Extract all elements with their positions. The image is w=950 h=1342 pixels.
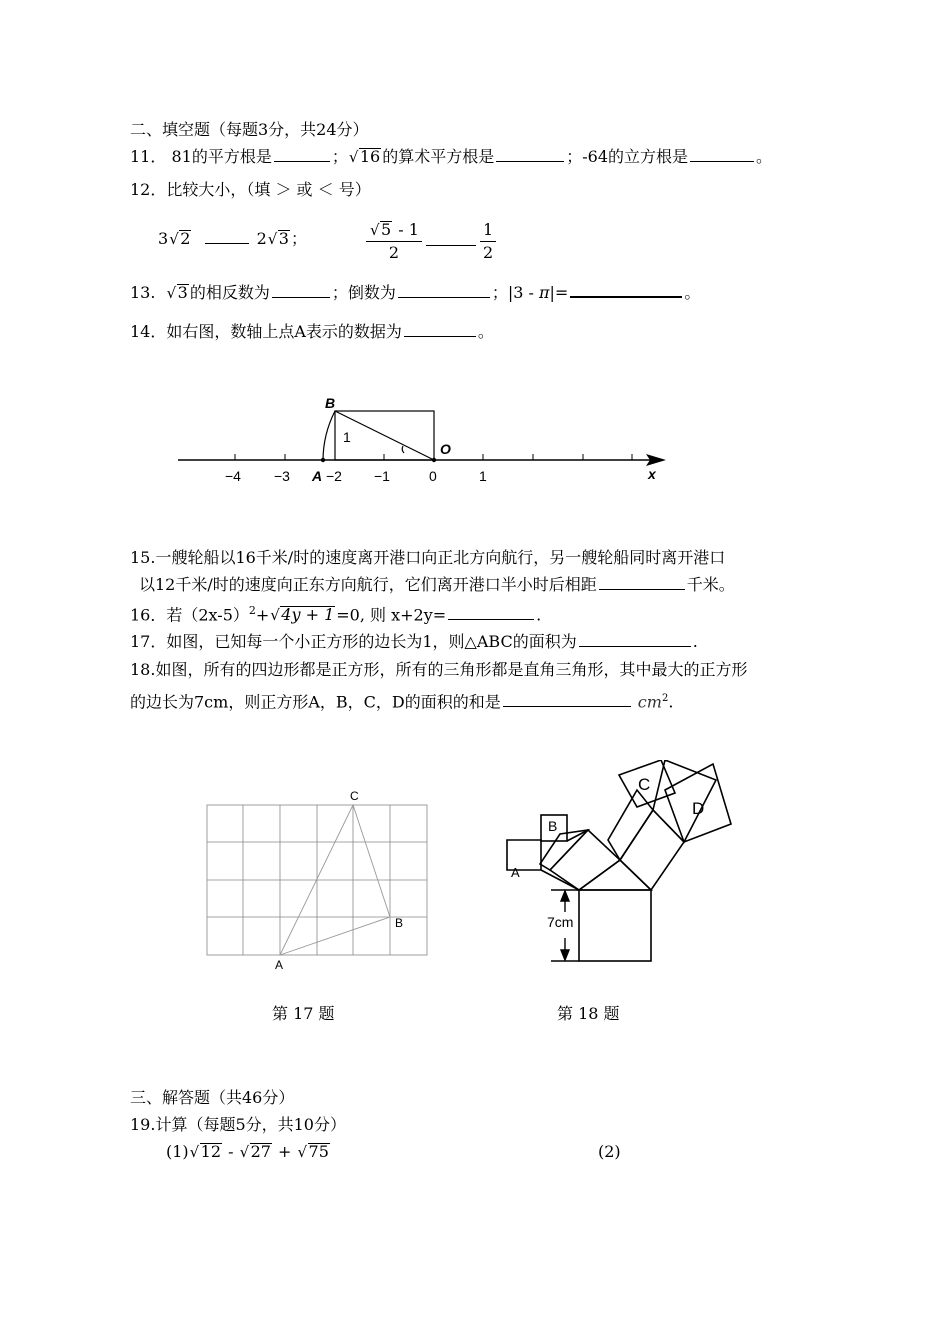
fig18-label-c: C bbox=[638, 775, 651, 794]
label-x: x bbox=[648, 466, 656, 482]
tick-label: −3 bbox=[274, 468, 290, 484]
question-18-line-2 bbox=[130, 688, 673, 713]
q19-minus: - bbox=[223, 1142, 239, 1161]
tick-label: 1 bbox=[479, 468, 487, 484]
question-18-line-1: 18.如图，所有的四边形都是正方形，所有的三角形都是直角三角形，其中最大的正方形 bbox=[130, 660, 748, 679]
question-17 bbox=[130, 631, 698, 653]
question-11: 11． 81的平方根是 ； √ 16 的算术平方根是 ；-64的立方根是 。 bbox=[130, 147, 773, 166]
question-19-part-2-label: (2) bbox=[598, 1142, 621, 1161]
q12-blank-2[interactable] bbox=[426, 230, 476, 246]
q18-text: 的边长为7cm，则正方形A，B，C，D的面积的和是 bbox=[130, 692, 501, 712]
q16-plus: + bbox=[255, 605, 270, 625]
q13-number: 13. bbox=[130, 283, 156, 302]
q13-blank-1[interactable] bbox=[272, 282, 330, 298]
q19-part-1-label: (1) bbox=[166, 1142, 189, 1161]
q15-text: 以12千米/时的速度向正东方向航行，它们离开港口半小时后相距 bbox=[139, 575, 597, 594]
angle-mark bbox=[402, 446, 404, 453]
question-19-title: 19.计算（每题5分，共10分） bbox=[130, 1115, 346, 1134]
fig17-label-c: C bbox=[350, 789, 359, 803]
q19-rad-3: 75 bbox=[308, 1142, 329, 1161]
q19-rad-2: 27 bbox=[250, 1142, 271, 1161]
q12-blank-1[interactable] bbox=[205, 228, 249, 244]
q11-blank-2[interactable] bbox=[496, 146, 564, 162]
q11-blank-1[interactable] bbox=[274, 146, 330, 162]
upper-left-region bbox=[608, 790, 653, 860]
q19-rad-1: 12 bbox=[200, 1142, 222, 1161]
question-13 bbox=[130, 281, 700, 304]
q12-semicolon: ； bbox=[290, 229, 307, 248]
tick-label: 0 bbox=[429, 468, 437, 484]
q13-text-d: |= bbox=[549, 283, 569, 302]
q18-unit-sup: 2 bbox=[661, 693, 669, 704]
label-height: 1 bbox=[343, 429, 351, 445]
q11-sqrt: √ 16 bbox=[348, 147, 381, 166]
q13-text-a: 的相反数为 bbox=[189, 283, 270, 302]
label-o: O bbox=[440, 441, 451, 457]
fig18-label-d: D bbox=[692, 799, 705, 818]
q16-text-b: =0, 则 x+2y= bbox=[336, 605, 447, 625]
q16-end: . bbox=[536, 605, 542, 625]
q16-superscript: 2 bbox=[248, 604, 256, 617]
q13-text-b: ；倒数为 bbox=[331, 283, 396, 302]
tick-label: −2 bbox=[326, 468, 342, 484]
q11-text-a: 81的平方根是 bbox=[171, 147, 272, 166]
question-15-line-1: 15.一艘轮船以16千米/时的速度离开港口向正北方向航行，另一艘轮船同时离开港口 bbox=[130, 548, 726, 567]
q13-text-c: ；|3 - bbox=[491, 283, 539, 302]
q17-blank[interactable] bbox=[579, 631, 691, 647]
q11-number: 11． bbox=[130, 147, 167, 166]
q13-sqrt: √ 3 bbox=[166, 283, 188, 302]
q11-text-b: 的算术平方根是 bbox=[382, 147, 495, 166]
label-b: B bbox=[325, 395, 336, 411]
label-a: A bbox=[312, 468, 323, 484]
q12-left-coef: 3 bbox=[158, 229, 169, 248]
q16-blank[interactable] bbox=[448, 604, 534, 620]
q12-compare-2 bbox=[362, 219, 500, 264]
point-a-dot bbox=[321, 458, 325, 462]
small-triangle-left bbox=[540, 830, 588, 870]
q14-end: 。 bbox=[477, 322, 494, 341]
section-3-title: 三、解答题（共46分） bbox=[130, 1088, 295, 1107]
q18-end: . bbox=[668, 692, 674, 712]
tick-label: −4 bbox=[225, 468, 241, 484]
fig18-label-b: B bbox=[548, 818, 558, 834]
section-2-title: 二、填空题（每题3分，共24分） bbox=[130, 120, 369, 139]
question-14 bbox=[130, 321, 494, 343]
q12-fraction-1: √ 5 - 1 2 bbox=[366, 219, 422, 264]
q11-end: 。 bbox=[756, 147, 773, 166]
question-16 bbox=[130, 600, 541, 626]
q16-text-a: 16．若（2x-5） bbox=[130, 605, 249, 625]
q19-plus: + bbox=[272, 1142, 297, 1161]
q13-end: 。 bbox=[684, 283, 701, 302]
q13-blank-3[interactable] bbox=[570, 281, 682, 298]
q11-text-c: ；-64的立方根是 bbox=[566, 147, 689, 166]
figure-17 bbox=[195, 785, 445, 975]
q14-text: 14．如右图，数轴上点A表示的数据为 bbox=[130, 322, 402, 341]
q14-blank[interactable] bbox=[404, 321, 476, 337]
question-19-part-1: (1) √ 12 - √ 27 + √ 75 bbox=[166, 1142, 329, 1161]
tick-label: −1 bbox=[374, 468, 390, 484]
q12-right-rad: 3 bbox=[278, 229, 289, 248]
q12-right-coef: 2 bbox=[256, 229, 267, 248]
fig17-label-b: B bbox=[395, 916, 404, 930]
arc bbox=[323, 411, 335, 460]
q17-end: . bbox=[692, 632, 698, 651]
q17-text: 17．如图，已知每一个小正方形的边长为1，则△ABC的面积为 bbox=[130, 632, 577, 651]
question-15-line-2 bbox=[139, 574, 735, 596]
q12-fraction-2: $\frac{1}{2}$ bbox=[480, 219, 496, 264]
q13-blank-2[interactable] bbox=[398, 282, 490, 298]
fig18-label-a: A bbox=[511, 865, 520, 880]
q16-sqrt: √ 4y + 1 bbox=[270, 605, 335, 625]
q18-blank[interactable] bbox=[503, 691, 631, 707]
q12-left-rad: 2 bbox=[180, 229, 191, 248]
q15-blank[interactable] bbox=[599, 574, 685, 590]
question-12-text: 12．比较大小，（填 ＞ 或 ＜ 号） bbox=[130, 180, 371, 199]
q15-unit: 千米。 bbox=[686, 575, 735, 594]
figure-17-caption: 第 17 题 bbox=[272, 1004, 335, 1023]
point-o-dot bbox=[432, 458, 436, 462]
q13-pi: π bbox=[539, 283, 550, 302]
q11-blank-3[interactable] bbox=[690, 146, 754, 162]
fig17-label-a: A bbox=[275, 958, 284, 972]
figure-18 bbox=[495, 760, 745, 970]
right-square bbox=[620, 810, 684, 890]
figure-18-caption: 第 18 题 bbox=[557, 1004, 620, 1023]
fig18-length-label: 7cm bbox=[547, 914, 574, 930]
number-line-figure bbox=[170, 390, 680, 490]
q18-unit: cm bbox=[637, 692, 662, 712]
largest-square bbox=[579, 890, 651, 961]
q12-compare-1: 3 √ 2 2 √ 3 ； bbox=[158, 229, 307, 248]
upper-right-triangle-region bbox=[653, 760, 716, 842]
